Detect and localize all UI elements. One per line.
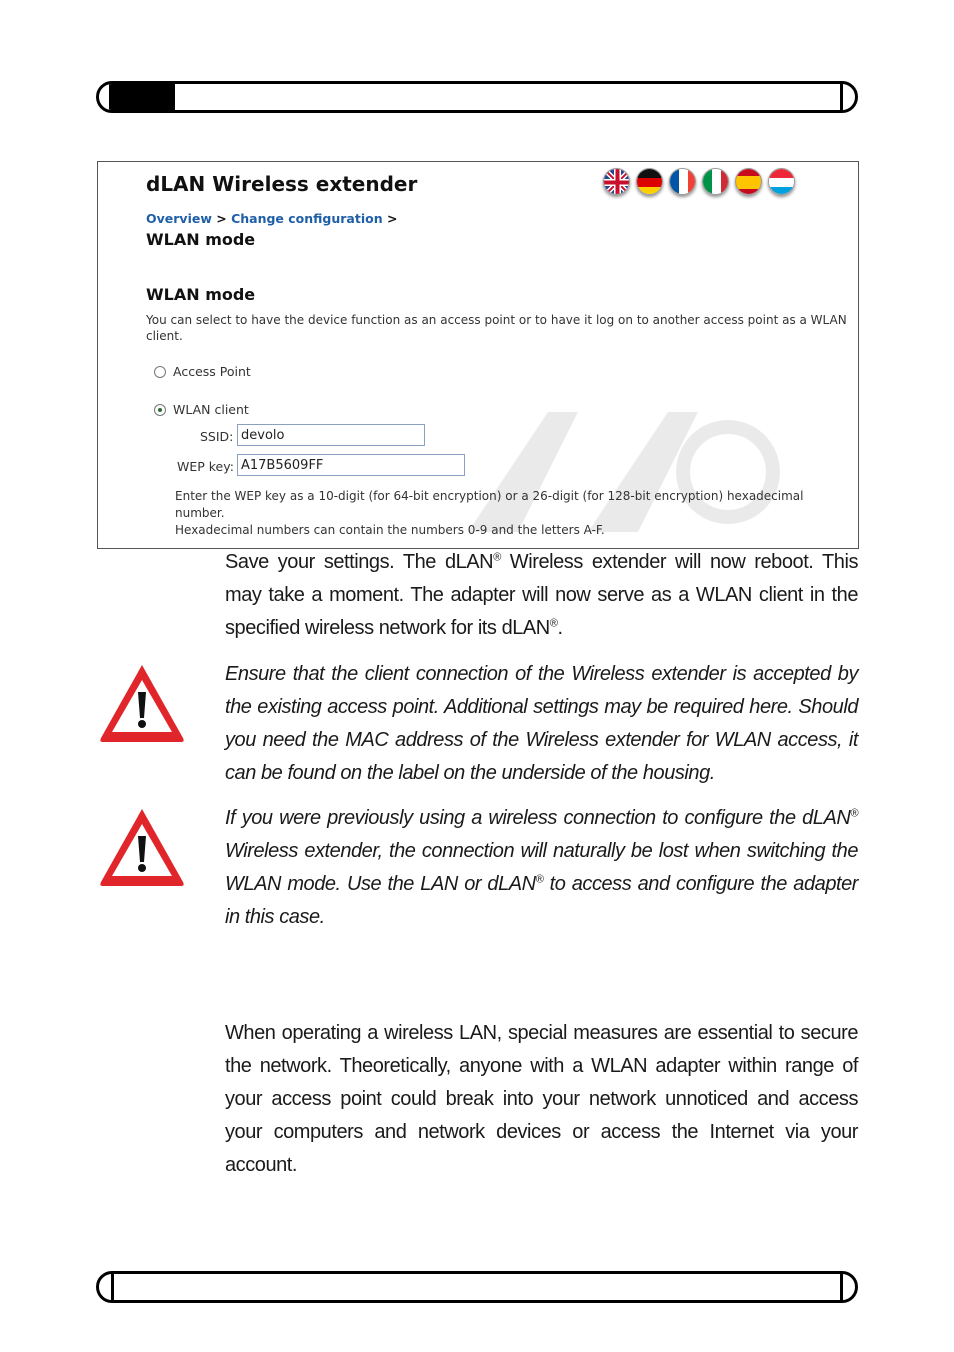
english-flag-icon[interactable] [603, 168, 630, 195]
warning-icon [97, 804, 187, 888]
wep-key-input[interactable] [237, 454, 465, 476]
warning2-text-c: to access and configure the adapter in this case. [225, 873, 858, 928]
config-screenshot [97, 161, 859, 549]
wlan-client-label: WLAN client [173, 402, 249, 417]
access-point-radio[interactable] [154, 366, 166, 378]
page-title: dLAN Wireless extender [146, 172, 418, 196]
breadcrumb-change-configuration-link[interactable]: Change configuration [231, 211, 383, 226]
italian-flag-icon[interactable] [702, 168, 729, 195]
ssid-input[interactable] [237, 424, 425, 446]
warning-icon [97, 660, 187, 744]
header-bar-divider [840, 84, 843, 110]
spanish-flag-icon[interactable] [735, 168, 762, 195]
wireless-security-paragraph: When operating a wireless LAN, special measures are essential to secure the network. Theoretically, anyone with a WLAN adapter within range of your access point could break into your network unnoticed and access your computers and network devices or access the Internet via your account. [225, 1022, 858, 1176]
footer-bar-divider-left [111, 1274, 114, 1300]
wep-key-note-line1: Enter the WEP key as a 10-digit (for 64-bit encryption) or a 26-digit (for 128-bit encryption) hexadecimal number. [175, 489, 804, 520]
para1-text-c: . [557, 617, 563, 639]
registered-mark: ® [535, 873, 544, 886]
wep-key-note [175, 488, 855, 539]
header-page-tab [109, 84, 175, 110]
registered-mark: ® [549, 617, 558, 630]
breadcrumb-overview-link[interactable]: Overview [146, 211, 212, 226]
wlan-client-radio[interactable] [154, 404, 166, 416]
registered-mark: ® [850, 807, 858, 820]
warning-client-connection-text: Ensure that the client connection of the Wireless extender is accepted by the existing access point. Additional settings may be required here. Should you need the MAC address of the Wireless extender for WLAN access, it can be found on the label on the underside of the housing. [225, 663, 858, 784]
para1-text-b: Wireless extender will now reboot. This may take a moment. The adapter will now serve as a WLAN client in the specified wireless network for its dLAN [225, 551, 859, 639]
breadcrumb [146, 211, 397, 226]
section-description: You can select to have the device function as an access point or to have it log on to another access point as a WLAN client. [146, 313, 847, 343]
para1-text-a: Save your settings. The dLAN [225, 551, 494, 573]
warning2-text-b: Wireless extender, the connection will naturally be lost when switching the WLAN mode. Use the LAN or dLAN [225, 840, 858, 895]
german-flag-icon[interactable] [636, 168, 663, 195]
luxembourg-flag-icon[interactable] [768, 168, 795, 195]
access-point-label: Access Point [173, 364, 251, 379]
breadcrumb-separator: > [211, 211, 232, 226]
save-settings-paragraph [225, 546, 858, 645]
breadcrumb-separator: > [382, 211, 398, 226]
warning2-text-a: If you were previously using a wireless connection to configure the dLAN [225, 807, 851, 829]
registered-mark: ® [493, 551, 501, 564]
language-flags [603, 168, 795, 195]
footer-bar-divider-right [840, 1274, 843, 1300]
page-subtitle: WLAN mode [146, 230, 256, 249]
header-bar [96, 81, 858, 113]
french-flag-icon[interactable] [669, 168, 696, 195]
ssid-label: SSID: [200, 429, 234, 444]
wlan-client-option[interactable] [154, 402, 249, 417]
wep-key-label: WEP key: [177, 459, 234, 474]
section-heading: WLAN mode [146, 285, 256, 304]
wep-key-note-line2: Hexadecimal numbers can contain the numbers 0-9 and the letters A-F. [175, 523, 605, 537]
warning-wireless-connection-text [225, 802, 858, 934]
footer-bar [96, 1271, 858, 1303]
access-point-option[interactable] [154, 364, 251, 379]
